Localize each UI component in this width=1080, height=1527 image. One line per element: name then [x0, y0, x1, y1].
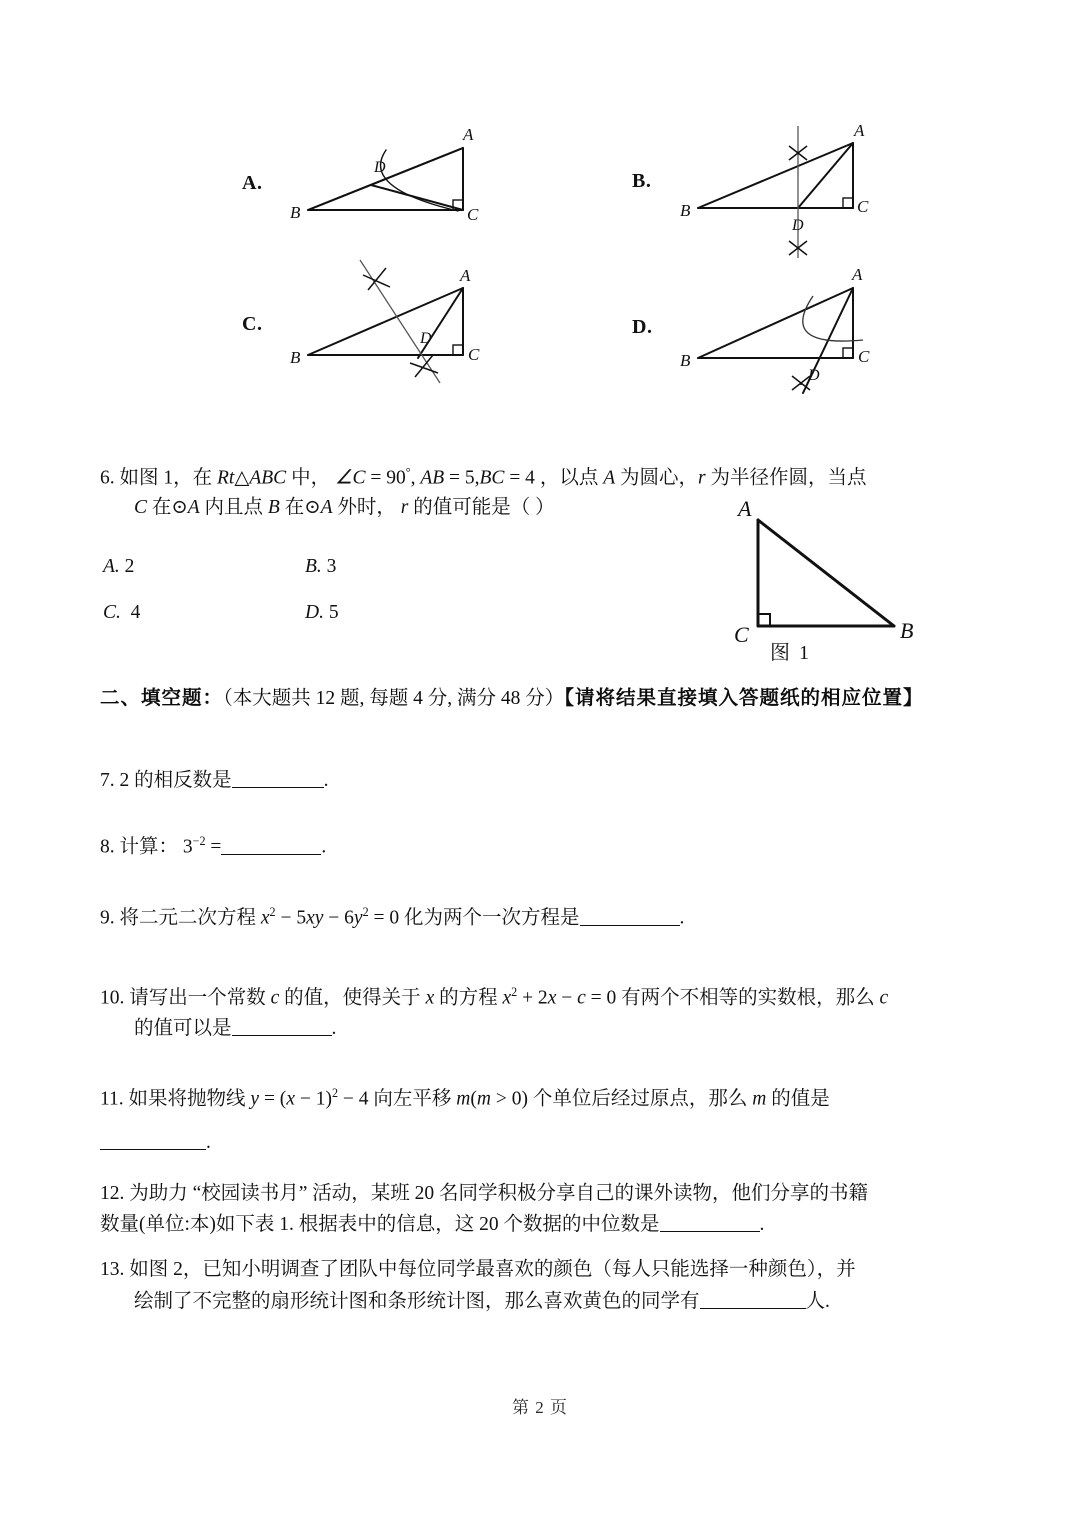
- q6-l2b: 内且点: [199, 497, 268, 518]
- question-10-line-2: [134, 1013, 336, 1044]
- q10-x2: x: [502, 987, 512, 1009]
- figure-1: [716, 498, 926, 663]
- q8-eq: =: [205, 836, 222, 858]
- vertex-label-b: B: [290, 203, 301, 222]
- q9-mid2: − 6: [323, 907, 354, 929]
- choice-option-d[interactable]: [618, 258, 1018, 413]
- question-10-line-1: [100, 977, 888, 1014]
- q6-l2d: 外时，: [332, 497, 401, 518]
- vertex-label-b: B: [290, 348, 301, 367]
- q9-mid1: − 5: [275, 907, 307, 929]
- q7-answer-blank[interactable]: [232, 768, 324, 788]
- question-11-line-2: [100, 1127, 211, 1158]
- q11-sup2: 2: [331, 1086, 339, 1100]
- q8-exponent: −2: [192, 834, 206, 848]
- q9-text-mid: 化为两个一次方程是: [399, 907, 580, 929]
- q11-end: 个单位后经过原点，那么: [527, 1088, 753, 1110]
- q9-answer-blank[interactable]: [580, 906, 680, 926]
- vertex-label-b: B: [680, 201, 691, 220]
- q10-end: 有两个不相等的实数根，那么: [616, 987, 880, 1009]
- figure-1-caption: 图 1: [770, 642, 811, 664]
- question-13-line-1: 13. 如图 2，已知小明调查了团队中每位同学最喜欢的颜色（每人只能选择一种颜色），并: [100, 1259, 856, 1280]
- q6-l2a: 在⊙: [147, 497, 188, 518]
- geometry-figure-d: [658, 258, 948, 408]
- figure-1-label-b: B: [900, 618, 914, 643]
- choice-option-c[interactable]: [228, 255, 628, 410]
- question-9: [100, 897, 684, 934]
- q6-option-b-value: 3: [326, 556, 337, 577]
- vertex-label-d: D: [420, 330, 432, 347]
- geometry-figure-b: [658, 108, 948, 268]
- question-7: [100, 765, 329, 796]
- q11-minus4: − 4: [338, 1088, 369, 1110]
- q6-circle-a2: A: [320, 497, 333, 518]
- q8-text: 8. 计算：: [100, 836, 179, 858]
- figure-1-label-c: C: [734, 622, 749, 647]
- q10-answer-blank[interactable]: [232, 1016, 332, 1036]
- q6-option-b[interactable]: [305, 551, 336, 582]
- q9-text-pre: 9. 将二元二次方程: [100, 907, 261, 929]
- q6-option-c[interactable]: [103, 597, 140, 628]
- q11-answer-blank[interactable]: [100, 1130, 206, 1150]
- q10-c2: c: [577, 987, 586, 1009]
- geometry-figure-a: [268, 110, 558, 260]
- q6-triangle-symbol: △: [234, 467, 250, 489]
- q10-l2pre: 的值可以是: [134, 1018, 232, 1039]
- figure-1-label-a: A: [738, 498, 752, 521]
- q8-answer-blank[interactable]: [221, 835, 321, 855]
- q9-eq: = 0: [368, 907, 400, 929]
- q11-m1: m: [456, 1088, 471, 1110]
- q13-suffix: 人.: [805, 1291, 830, 1312]
- q6-option-c-label: C.: [103, 602, 121, 623]
- q6-bc: BC: [479, 467, 505, 489]
- q10-plus2x: + 2: [517, 987, 548, 1009]
- q6-text-post: ，以点: [534, 467, 604, 489]
- q11-mid: 向左平移: [368, 1088, 457, 1110]
- q6-eq3: = 4: [504, 467, 535, 489]
- choice-label-c: C.: [242, 313, 263, 335]
- q11-period: .: [206, 1132, 211, 1153]
- q6-option-b-label: B.: [305, 556, 322, 577]
- q6-l2c: 在⊙: [279, 497, 321, 518]
- q6-radius-r: r: [698, 467, 706, 489]
- q11-m2: m: [476, 1088, 491, 1110]
- section-2-note: 【请将结果直接填入答题纸的相应位置】: [564, 688, 924, 709]
- vertex-label-d: D: [792, 217, 804, 234]
- section-2-heading: [100, 683, 990, 715]
- question-8: [100, 826, 326, 863]
- q10-minus: −: [556, 987, 578, 1009]
- q10-period: .: [331, 1018, 337, 1039]
- q6-eq1: = 90: [365, 467, 406, 489]
- question-12-line-2: [100, 1209, 764, 1240]
- q10-pre: 10. 请写出一个常数: [100, 987, 271, 1009]
- q10-c1: c: [270, 987, 280, 1009]
- q6-circle-a1: A: [187, 497, 200, 518]
- q6-center-a: A: [603, 467, 616, 489]
- question-13-line-2: [134, 1286, 830, 1317]
- q13-l2pre: 绘制了不完整的扇形统计图和条形统计图，那么喜欢黄色的同学有: [134, 1291, 700, 1312]
- q10-eq0: = 0: [585, 987, 617, 1009]
- vertex-label-d: D: [808, 367, 820, 384]
- q8-period: .: [321, 836, 327, 858]
- q6-text-post2: 为圆心，: [615, 467, 699, 489]
- question-6-line-2: [134, 492, 555, 523]
- q10-c3: c: [879, 987, 889, 1009]
- q11-m3: m: [752, 1088, 767, 1110]
- q6-l2end: 的值可能是（ ）: [408, 497, 555, 518]
- geometry-figure-c: [268, 255, 558, 405]
- q10-x1: x: [425, 987, 435, 1009]
- q6-angle-c: ∠C: [334, 467, 366, 489]
- section-2-desc: （本大题共 12 题, 每题 4 分, 满分 48 分）: [223, 688, 565, 709]
- question-11-line-1: [100, 1078, 830, 1115]
- q6-option-d[interactable]: [305, 597, 339, 628]
- q12-period: .: [759, 1214, 765, 1235]
- q11-paren: (: [470, 1088, 477, 1110]
- q9-sup2a: 2: [269, 905, 276, 919]
- q13-answer-blank[interactable]: [700, 1289, 806, 1309]
- q10-mid2: 的方程: [434, 987, 503, 1009]
- q6-ab: AB: [420, 467, 445, 489]
- q6-abc: ABC: [249, 467, 287, 489]
- q11-x: x: [286, 1088, 295, 1110]
- q9-x: x: [260, 907, 270, 929]
- q11-gt0: > 0): [490, 1088, 528, 1110]
- vertex-label-b: B: [680, 351, 691, 370]
- figure-1-triangle: [716, 498, 926, 663]
- page-footer: 第 2 页: [512, 1398, 568, 1417]
- vertex-label-a: A: [854, 121, 865, 140]
- q6-text-end: 为半径作圆，当点: [705, 467, 867, 489]
- vertex-label-c: C: [857, 197, 869, 216]
- vertex-label-a: A: [460, 266, 471, 285]
- question-6-line-1: 6. 如图 1，在 Rt△ABC 中， ∠C = 90°, AB = 5,BC = 4 ，以点 A 为圆心，r 为半径作圆，当点: [100, 465, 867, 489]
- q9-xy: xy: [306, 907, 324, 929]
- vertex-label-d: D: [374, 159, 386, 176]
- q7-text: 7. 2 的相反数是: [100, 770, 232, 791]
- q10-x3: x: [547, 987, 557, 1009]
- q10-sup2: 2: [511, 985, 518, 999]
- q6-text-mid: 中，: [286, 467, 335, 489]
- q6-option-d-label: D.: [305, 602, 324, 623]
- q6-degree: °: [405, 465, 411, 479]
- choice-option-b[interactable]: [618, 108, 1018, 263]
- q8-base: 3: [182, 836, 193, 858]
- vertex-label-a: A: [463, 125, 474, 144]
- q6-eq2: = 5,: [444, 467, 480, 489]
- q11-eq: = (: [259, 1088, 287, 1110]
- question-12-line-1: 12. 为助力 “校园读书月” 活动，某班 20 名同学积极分享自己的课外读物，他们分享的书籍: [100, 1183, 869, 1204]
- q11-minus1: − 1): [294, 1088, 332, 1110]
- vertex-label-c: C: [858, 347, 870, 366]
- q6-point-c: C: [134, 497, 148, 518]
- q7-period: .: [323, 770, 329, 791]
- choice-diagram-band: [0, 100, 1080, 420]
- q9-sup2b: 2: [362, 905, 369, 919]
- vertex-label-c: C: [467, 205, 479, 224]
- q6-rt: Rt: [217, 467, 235, 489]
- q6-text-pre: 6. 如图 1，在: [100, 467, 218, 489]
- q6-option-c-value: 4: [130, 602, 141, 623]
- choice-label-d: D.: [632, 316, 653, 338]
- q9-period: .: [679, 907, 685, 929]
- q12-l2pre: 数量(单位:本)如下表 1. 根据表中的信息，这 20 个数据的中位数是: [100, 1214, 660, 1235]
- q10-mid1: 的值，使得关于: [279, 987, 426, 1009]
- q11-y: y: [250, 1088, 260, 1110]
- vertex-label-a: A: [852, 265, 863, 284]
- q6-option-a-label: A.: [103, 556, 120, 577]
- q6-point-b: B: [267, 497, 280, 518]
- vertex-label-c: C: [468, 345, 480, 364]
- choice-label-b: B.: [632, 170, 652, 192]
- q6-option-d-value: 5: [328, 602, 339, 623]
- q11-tail: 的值是: [766, 1088, 830, 1110]
- q6-option-a[interactable]: [103, 551, 134, 582]
- choice-option-a[interactable]: [228, 110, 628, 265]
- q6-option-a-value: 2: [124, 556, 135, 577]
- q6-radius-r2: r: [400, 497, 409, 518]
- q9-y: y: [353, 907, 363, 929]
- q11-pre: 11. 如果将抛物线: [100, 1088, 251, 1110]
- choice-label-a: A.: [242, 172, 263, 194]
- section-2-title: 二、填空题：: [100, 688, 224, 709]
- q12-answer-blank[interactable]: [660, 1212, 760, 1232]
